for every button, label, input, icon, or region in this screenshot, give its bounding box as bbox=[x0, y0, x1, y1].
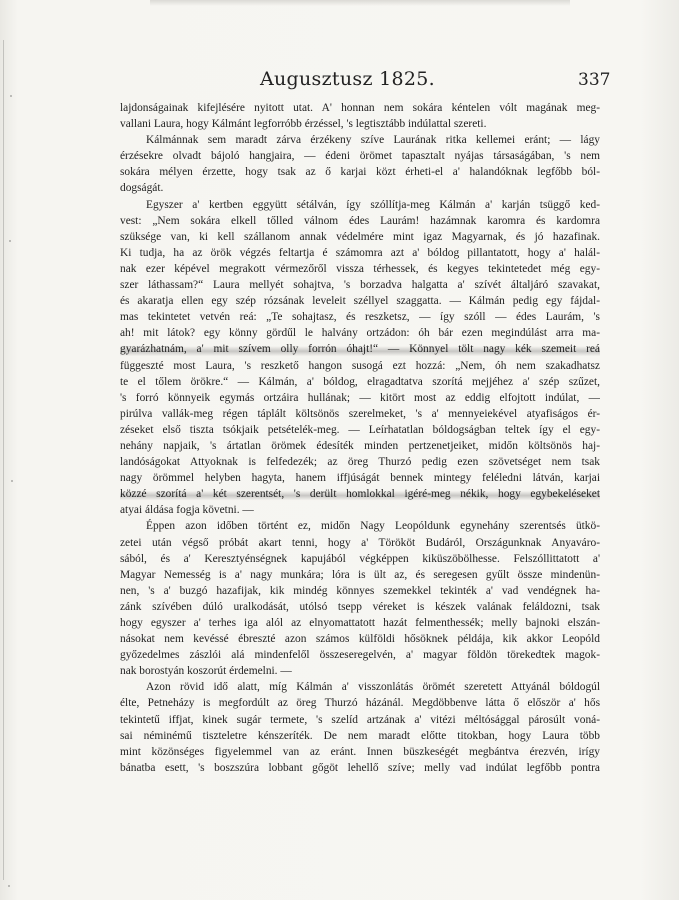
text-line: nagy örömmel helyben hagyta, hanem iffjúságát bennek mintegy feléledni látván, karjai bbox=[120, 472, 600, 485]
text-line: szüksége van, ki kell szállanom annak védelmére mint igaz Magyarnak, és jó hazafinak. bbox=[120, 230, 600, 243]
text-line: győzedelmes zászlói alá mindenfelől összeseregelvén, a' magyar földön törekedtek magok- bbox=[120, 649, 600, 662]
text-line: Éppen azon időben történt ez, midőn Nagy Leopóldunk egynehány szerentsés ütkö- bbox=[146, 520, 600, 533]
text-line: násokat nem kevéssé ébreszté azon számos külföldi hősöknek példája, kik akkor Leopóld bbox=[120, 633, 600, 646]
text-line: zánk szívében dúló uralkodását, utólsó tsepp véreket is készek valának feláldozni, tsak bbox=[120, 600, 600, 613]
text-line: tekintetű iffjat, kinek sugár termete, 's szelíd artzának a' vitézi méltósággal párosúlt voná- bbox=[120, 713, 600, 726]
text-line: landóságokat Attyoknak is felfedezék; az öreg Thurzó pedig ezen szövetséget nem tsak bbox=[120, 456, 600, 469]
text-line: nak borostyán koszorút érdemelni. — bbox=[120, 665, 292, 678]
text-line: zéseket első tiszta tsókjaik petsételék-meg. — Leírhatatlan bóldogságban teltek így el egy- bbox=[120, 423, 600, 436]
text-line: élte, Petneházy is megfordúlt az öreg Thurzó házánál. Megdöbbenve látta ő először a' hős bbox=[120, 697, 600, 710]
text-line: te el tőlem örökre.“ — Kálmán, a' bóldog, elragadtatva szorítá mejjéhez a' szép szűzet, bbox=[120, 375, 600, 388]
text-line: atyai áldása fogja követni. — bbox=[120, 504, 254, 517]
scan-smudge bbox=[150, 0, 570, 6]
text-line: vest: „Nem sokára elkell tőlled válnom édes Laurám! hazámnak karomra és kardomra bbox=[120, 214, 600, 227]
text-line: Kálmánnak sem maradt zárva érzékeny szíve Laurának ritka kellemei eránt; — lágy bbox=[146, 134, 600, 147]
text-line: hogy egyszer a' terhes iga alól az elnyomattatott hazát felmenthessék; melly bajnoki elszán- bbox=[120, 617, 600, 629]
text-line: mint közönséges figyelemmel van az eránt. Innen büszkeségét megbántva érezvén, irígy bbox=[120, 745, 600, 758]
text-line: dogságát. bbox=[120, 182, 164, 195]
text-line: közzé szorítá a' két szerentsét, 's derült homlokkal igéré-meg nékik, hogy egybekeléseket bbox=[120, 486, 600, 502]
text-line: bánatba esett, 's boszszúra lobbant gőgöt lehellő szíve; melly vad indúlat legfőbb pontra bbox=[120, 761, 600, 774]
binding-edge bbox=[3, 40, 4, 880]
text-line: ah! mit látok? egy könny gördűl le halvány ortzádon: óh bár ezen megindúlást arra ma- bbox=[120, 327, 600, 340]
text-line: nehány napjaik, 's ártatlan örömek édesíték minden pertzenetjeiket, midőn költsönös haj- bbox=[120, 439, 600, 452]
text-line: mas tekintetet vetvén reá: „Te sohajtasz, és reszketsz, — így szóll — édes Laurám, 's bbox=[120, 311, 600, 324]
body-text bbox=[120, 100, 600, 776]
text-line: és akaratja ellen egy szép rózsának leveleit széllyel szaggatta. — Kálmán pedig egy fájdal- bbox=[120, 295, 600, 308]
scan-speck bbox=[9, 240, 11, 242]
page-title: Augusztusz 1825. bbox=[260, 68, 435, 90]
scan-speck bbox=[10, 95, 12, 97]
text-line: sából, és a' Keresztyénségnek kapujából végképpen kiküszöbölhesse. Felszóllittatott a' bbox=[120, 552, 600, 565]
text-line: nak ezer képével megrakott vérmezőről vissza térhessek, és kegyes tekintetedet még egy- bbox=[120, 262, 600, 275]
scan-speck bbox=[8, 885, 10, 887]
scan-speck bbox=[11, 480, 13, 482]
text-line: szer láthassam?“ Laura mellyét sohajtva, 's borzadva halgatta a' szívét általjáró szavakat, bbox=[120, 279, 600, 292]
text-line: függeszté most Laura, 's reszkető hangon susogá ezt hozzá: „Nem, óh nem szakadhatsz bbox=[120, 359, 600, 372]
text-line: 's forró könnyeik egymás ortzáira hullának; — kitört most az eddig elfojtott indúlat, — bbox=[120, 391, 600, 404]
text-line: zetei után végső próbát akart tenni, hogy a' Törököt Budáról, Országunknak Anyaváro- bbox=[120, 536, 600, 549]
text-line: sai néminémű tiszteletre kénszeríték. De nem maradt előtte titokban, hogy Laura több bbox=[120, 729, 600, 742]
text-line: nen, 's a' buzgó hazafijak, kik mindég könnyes szemekkel tekinték a' vad vendégnek ha- bbox=[120, 584, 600, 597]
text-line: lajdonságainak kifejlésére nyitott utat. A' honnan nem sokára kéntelen vólt magának meg- bbox=[120, 102, 600, 114]
text-line: érzésekre olvadt bájoló hangjaira, — édeni örömet tapasztalt nyájas társaságában, 's nem bbox=[120, 150, 600, 163]
text-line: sokára mélyen érzette, hogy tsak az ő karjai közt érheti-el a' halandóknak legfőbb ból- bbox=[120, 166, 600, 179]
text-line: Ki tudja, ha az örök végzés feltartja é számomra azt a' bóldog pillantatott, hogy a' halál- bbox=[120, 246, 600, 259]
text-line: Magyar Nemesség is a' nagy munkára; lóra is ült az, és seregesen gyűlt össze mindenün- bbox=[120, 568, 600, 581]
text-line: pirúlva vallák-meg régen táplált költsönös szerelmeket, 's a' mennyeiekével atyafiságos ér- bbox=[120, 407, 600, 420]
running-head bbox=[0, 66, 679, 94]
text-line: Azon rövid idő alatt, míg Kálmán a' visszonlátás örömét szeretett Attyánál bóldogúl bbox=[146, 681, 600, 694]
text-line: vallani Laura, hogy Kálmánt legforróbb érzéssel, 's legtisztább indúlattal szereti. bbox=[120, 118, 487, 131]
page-number: 337 bbox=[578, 70, 611, 90]
text-line: Egyszer a' kertben eggyütt sétálván, így szóllítja-meg Kálmán a' karján tsüggő ked- bbox=[146, 198, 600, 211]
text-line: gyarázhatnám, a' mit szívem olly forrón óhajt!“ — Könnyel tölt nagy kék szemeit reá bbox=[120, 341, 600, 357]
